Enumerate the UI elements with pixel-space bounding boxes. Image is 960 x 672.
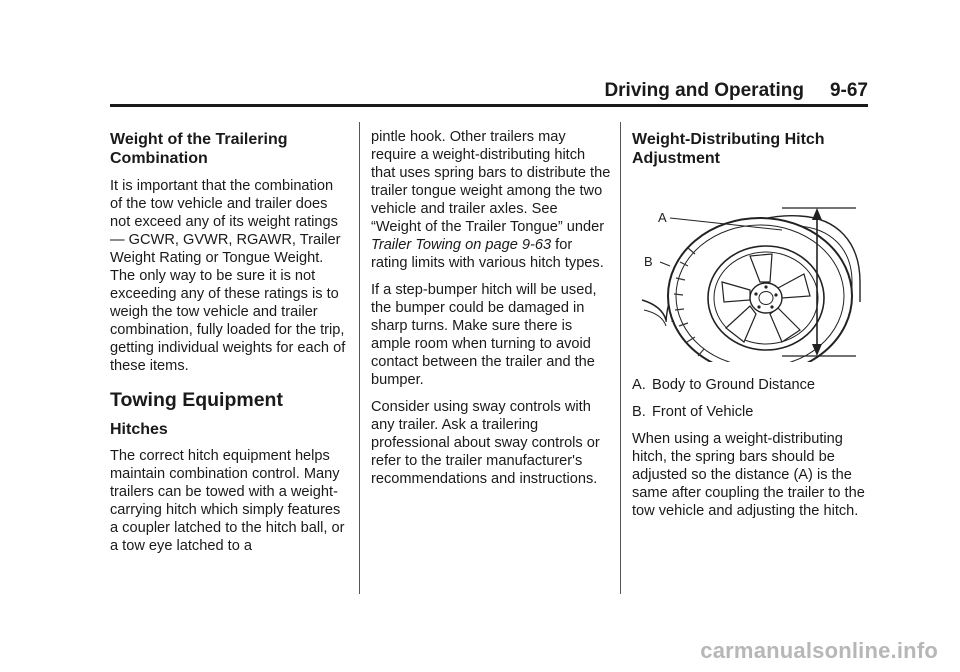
heading-weight-distributing-hitch-adjustment: Weight-Distributing Hitch Adjustment xyxy=(632,131,825,167)
cross-reference-trailer-towing: Trailer Towing on page 9-63 xyxy=(371,237,552,253)
paragraph-hitch-continued-tail: for rating limits with various hitch types. xyxy=(371,237,604,271)
page-header xyxy=(110,80,868,106)
caption-a-letter: A. xyxy=(632,377,646,393)
header-page-number: 9-67 xyxy=(829,80,868,101)
paragraph-hitch-continued-text: pintle hook. Other trailers may require a weight-distributing hitch that uses spring bars to distribute the trailer tongue weight among the two vehicle and trailer axles. See “Weight of the Trailer Tongue” under xyxy=(371,129,611,235)
column-divider-2 xyxy=(620,122,621,594)
heading-hitches: Hitches xyxy=(110,421,168,438)
caption-b-text: Front of Vehicle xyxy=(652,404,754,420)
paragraph-hitch-adjustment: When using a weight-distributing hitch, the spring bars should be adjusted so the distance (A) is the same after coupling the trailer to the tow vehicle and adjusting the hitch. xyxy=(632,431,865,519)
header-rule xyxy=(110,104,868,107)
header-text xyxy=(604,80,868,102)
wheel-illustration xyxy=(632,182,868,362)
caption-a xyxy=(632,376,870,394)
figure-label-a: A xyxy=(658,210,667,225)
paragraph-weight-ratings: It is important that the combination of the tow vehicle and trailer does not exceed any of its weight ratings — GCWR, GVWR, RGAWR, Trailer Weight Rating or Tongue Weight. The only way to be sure it is not exceeding any of these ratings is to weigh the tow vehicle and trailer combination, fully loaded for the trip, getting individual weights for each of these items. xyxy=(110,178,346,374)
caption-b xyxy=(632,403,870,421)
watermark: carmanualsonline.info xyxy=(700,638,938,663)
paragraph-sway-controls: Consider using sway controls with any trailer. Ask a trailering professional about sway controls or refer to the trailer manufacturer's recommendations and instructions. xyxy=(371,399,600,487)
caption-a-text: Body to Ground Distance xyxy=(652,377,816,393)
paragraph-hitch-equipment: The correct hitch equipment helps maintain combination control. Many trailers can be towed with a weight-carrying hitch which simply features a coupler latched to the hitch ball, or a tow eye latched to a xyxy=(110,448,345,554)
column-right xyxy=(632,124,870,529)
paragraph-hitch-continued xyxy=(371,128,611,272)
column-left xyxy=(110,124,348,564)
paragraph-step-bumper: If a step-bumper hitch will be used, the bumper could be damaged in sharp turns. Make sure there is ample room when turning to avoid contact between the trailer and the bumper. xyxy=(371,282,597,388)
caption-b-letter: B. xyxy=(632,404,646,420)
heading-weight-of-trailering-combination: Weight of the Trailering Combination xyxy=(110,131,288,167)
figure-label-b: B xyxy=(644,254,653,269)
figure-body-to-ground xyxy=(632,182,868,362)
column-divider-1 xyxy=(359,122,360,594)
column-middle xyxy=(371,124,611,497)
heading-towing-equipment: Towing Equipment xyxy=(110,389,283,411)
header-section-title: Driving and Operating xyxy=(604,80,804,101)
